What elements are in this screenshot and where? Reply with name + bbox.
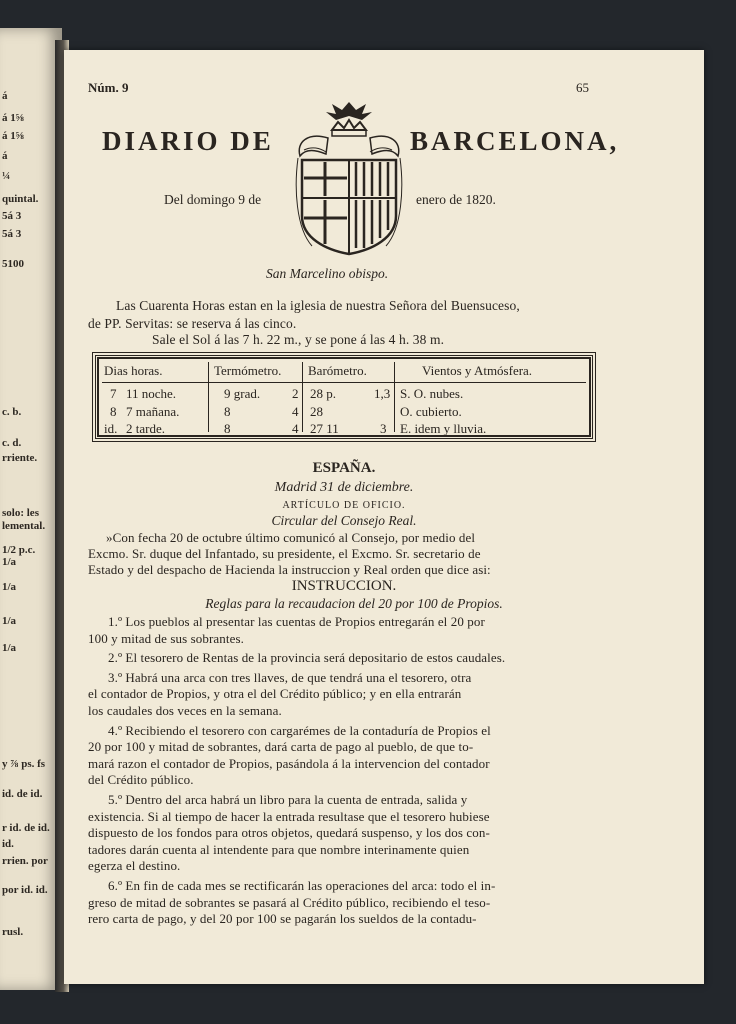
weather-row-day: 7 bbox=[110, 386, 117, 401]
left-page-strip bbox=[0, 28, 62, 990]
left-page-line: á bbox=[2, 90, 8, 102]
weather-row-baro-frac: 1,3 bbox=[374, 386, 391, 401]
weather-header-winds: Vientos y Atmósfera. bbox=[422, 363, 533, 378]
dateline: Madrid 31 de diciembre. bbox=[274, 480, 414, 495]
left-page-line: 1/a bbox=[2, 556, 17, 568]
weather-row-hour: 7 mañana. bbox=[126, 404, 180, 419]
circular-title: Circular del Consejo Real. bbox=[271, 513, 417, 528]
weather-row-day: id. bbox=[104, 421, 118, 436]
intro-line: »Con fecha 20 de octubre último comunicó al Consejo, por medio del bbox=[106, 530, 476, 545]
body-line: los caudales dos veces en la semana. bbox=[88, 703, 282, 718]
left-page-line: c. d. bbox=[2, 437, 22, 449]
body-line: el contador de Propios, y otra el del Crédito público; y en ella entrarán bbox=[88, 686, 462, 702]
notice-line-1: Las Cuarenta Horas estan en la iglesia de nuestra Señora del Buensuceso, bbox=[116, 298, 520, 313]
coat-of-arms-icon bbox=[292, 98, 406, 258]
intro-line: Estado y del despacho de Hacienda la instruccion y Real orden que dice asi: bbox=[88, 562, 491, 577]
notice-line-2: de PP. Servitas: se reserva á las cinco. bbox=[88, 316, 297, 331]
body-line: 3.º Habrá una arca con tres llaves, de que tendrá una el tesorero, otra bbox=[108, 669, 472, 685]
left-page-line: r id. de id. bbox=[2, 822, 50, 834]
section-country: ESPAÑA. bbox=[312, 460, 376, 476]
body-line: 1.º Los pueblos al presentar las cuentas de Propios entregarán el 20 por bbox=[108, 614, 485, 629]
body-line: 100 y mitad de sus sobrantes. bbox=[88, 630, 244, 646]
weather-table bbox=[92, 352, 596, 442]
left-page-line: 5á 3 bbox=[2, 210, 22, 222]
left-page-line: ¼ bbox=[2, 170, 11, 182]
body-line: mará razon el contador de Propios, pasándola á la intervencion del contador bbox=[88, 755, 490, 771]
page-number: 65 bbox=[576, 80, 589, 95]
left-page-line: rrien. por bbox=[2, 855, 48, 867]
issue-date-left: Del domingo 9 de bbox=[164, 192, 262, 207]
left-page-line: rriente. bbox=[2, 452, 38, 464]
masthead-title-left: DIARIO DE bbox=[102, 126, 274, 156]
weather-row-therm: 8 bbox=[224, 404, 231, 419]
weather-header-days: Dias horas. bbox=[104, 363, 163, 378]
left-page-line: 1/2 p.c. bbox=[2, 544, 36, 556]
left-page-line: á 1⅝ bbox=[2, 112, 24, 124]
weather-row-wind: S. O. nubes. bbox=[400, 386, 464, 401]
weather-row-hour: 2 tarde. bbox=[126, 421, 165, 436]
left-page-line: quintal. bbox=[2, 193, 39, 205]
left-page-line: c. b. bbox=[2, 406, 22, 418]
newspaper-page bbox=[64, 50, 704, 984]
body-line: 20 por 100 y mitad de sobrantes, dará carta de pago al pueblo, de que to- bbox=[88, 739, 474, 755]
weather-row-therm-frac: 4 bbox=[292, 421, 299, 436]
weather-row-therm: 9 grad. bbox=[224, 386, 261, 401]
body-line: 4.º Recibiendo el tesorero con cargarémes de la contaduría de Propios el bbox=[108, 722, 491, 738]
body-line: tadores darán cuenta al intendente para que nombre interinamente quien bbox=[88, 841, 470, 857]
section-label: ARTÍCULO DE OFICIO. bbox=[282, 500, 406, 511]
weather-row-baro-frac: 3 bbox=[380, 421, 387, 436]
weather-row-wind: O. cubierto. bbox=[400, 404, 462, 419]
body-line: egerza el destino. bbox=[88, 858, 181, 874]
weather-row-hour: 11 noche. bbox=[126, 386, 177, 401]
weather-header-barometer: Barómetro. bbox=[308, 363, 367, 378]
weather-row-therm-frac: 2 bbox=[292, 386, 299, 401]
left-page-line: id. bbox=[2, 838, 14, 850]
left-page-line: y ⅞ ps. fs bbox=[2, 758, 46, 770]
body-line: del Crédito público. bbox=[88, 772, 194, 788]
intro-line: Excmo. Sr. duque del Infantado, su presidente, el Excmo. Sr. secretario de bbox=[88, 546, 481, 561]
weather-row-wind: E. idem y lluvia. bbox=[400, 421, 487, 436]
body-line: 6.º En fin de cada mes se rectificarán las operaciones del arca: todo el in- bbox=[108, 878, 496, 893]
sunrise-sunset: Sale el Sol á las 7 h. 22 m., y se pone á las 4 h. 38 m. bbox=[152, 332, 445, 347]
left-page-line: á bbox=[2, 150, 8, 162]
weather-row-baro: 28 p. bbox=[310, 386, 336, 401]
weather-row-therm-frac: 4 bbox=[292, 404, 299, 419]
body-line: rero carta de pago, y del 20 por 100 se pagarán los sueldos de la contadu- bbox=[88, 911, 477, 927]
weather-row-therm: 8 bbox=[224, 421, 231, 436]
left-page-line: rusl. bbox=[2, 926, 24, 938]
left-page-line: id. de id. bbox=[2, 788, 43, 800]
left-page-line: solo: les bbox=[2, 507, 39, 519]
left-page-line: 5á 3 bbox=[2, 228, 22, 240]
body-line: dispuesto de los fondos para otros objetos, quedará suspenso, y los dos con- bbox=[88, 825, 490, 841]
masthead-title-right: BARCELONA, bbox=[410, 126, 620, 156]
left-page-line: lemental. bbox=[2, 520, 46, 532]
issue-date-right: enero de 1820. bbox=[416, 192, 496, 207]
left-page-line: 1/a bbox=[2, 615, 17, 627]
left-page-line: por id. id. bbox=[2, 884, 48, 896]
body-line: 5.º Dentro del arca habrá un libro para la cuenta de entrada, salida y bbox=[108, 792, 468, 807]
saint-of-day: San Marcelino obispo. bbox=[266, 266, 389, 281]
weather-row-baro: 27 11 bbox=[310, 421, 339, 436]
instruction-heading: INSTRUCCION. bbox=[291, 578, 397, 594]
left-page-line: 5100 bbox=[2, 258, 24, 270]
weather-row-baro: 28 bbox=[310, 404, 323, 419]
weather-header-thermometer: Termómetro. bbox=[214, 363, 282, 378]
body-line: existencia. Si al tiempo de hacer la entrada resultase que el tesorero hubiese bbox=[88, 808, 490, 824]
left-page-line: á 1⅝ bbox=[2, 130, 24, 142]
left-page-line: 1/a bbox=[2, 581, 17, 593]
weather-row-day: 8 bbox=[110, 404, 117, 419]
issue-number: Núm. 9 bbox=[88, 80, 129, 95]
left-page-line: 1/a bbox=[2, 642, 17, 654]
body-line: greso de mitad de sobrantes se pasará al Crédito público, recibiendo el teso- bbox=[88, 894, 491, 910]
rules-heading: Reglas para la recaudacion del 20 por 100 de Propios. bbox=[205, 596, 503, 611]
body-line: 2.º El tesorero de Rentas de la provincia será depositario de estos caudales. bbox=[108, 650, 506, 666]
